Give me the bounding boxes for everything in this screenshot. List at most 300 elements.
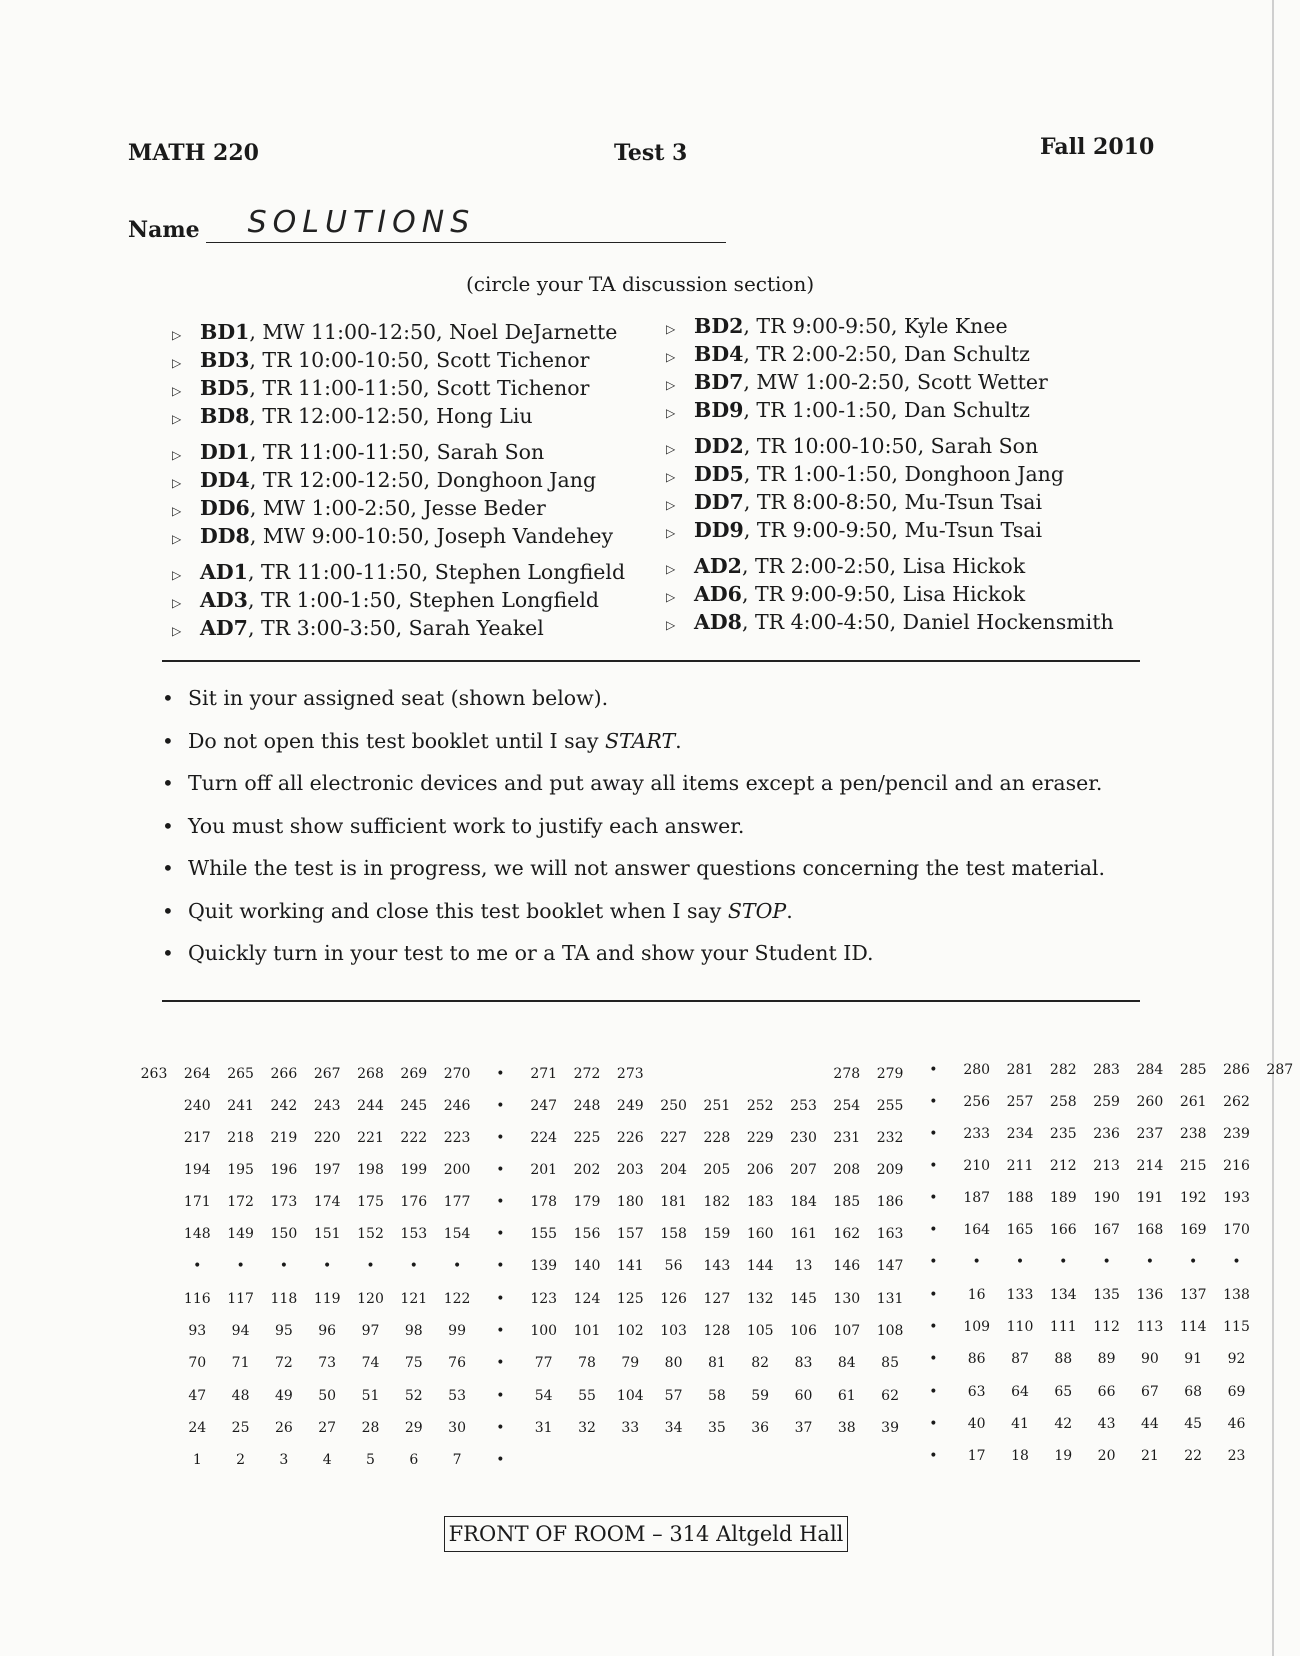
seat-number: 45	[1184, 1416, 1203, 1432]
name-row	[128, 205, 726, 243]
seat-number: 80	[664, 1355, 683, 1371]
instruction-text: Quickly turn in your test to me or a TA and show your Student ID.	[188, 941, 874, 965]
seat-number: 65	[1054, 1384, 1073, 1400]
seat-number: 252	[746, 1098, 774, 1114]
section-code: DD6	[200, 496, 250, 520]
triangle-bullet-icon: ▷	[666, 350, 676, 364]
instruction-item	[162, 856, 1105, 880]
seat-number: 193	[1223, 1190, 1250, 1206]
seat-number: 280	[963, 1062, 991, 1078]
seat-number: 78	[578, 1355, 596, 1371]
seat-number: 55	[578, 1388, 596, 1404]
seat-number: 115	[1223, 1319, 1250, 1335]
seat-number: 53	[448, 1388, 466, 1404]
triangle-bullet-icon: ▷	[172, 624, 182, 638]
seat-number: 7	[452, 1452, 462, 1468]
seat-number: 217	[183, 1130, 211, 1146]
section-details: , TR 12:00-12:50, Donghoon Jang	[249, 468, 597, 492]
seat-number: 91	[1184, 1351, 1203, 1367]
triangle-bullet-icon: ▷	[172, 504, 182, 518]
seat-number: 117	[227, 1291, 254, 1307]
seat-number: 22	[1184, 1448, 1203, 1464]
seat-number: 67	[1140, 1384, 1159, 1400]
section-details: , TR 9:00-9:50, Kyle Knee	[743, 314, 1008, 338]
seat-number: 213	[1093, 1158, 1120, 1174]
seat-number: 223	[443, 1130, 471, 1146]
seat-number: 253	[790, 1098, 817, 1114]
seat-number: 189	[1049, 1190, 1077, 1206]
bullet-icon: •	[162, 813, 174, 838]
seat-number: 278	[833, 1066, 861, 1082]
name-label: Name	[128, 217, 200, 243]
section-code: AD1	[200, 560, 248, 584]
seat-number: 145	[790, 1291, 817, 1307]
divider-top	[162, 660, 1140, 662]
section-ad8[interactable]	[666, 610, 1114, 634]
seat-number: 169	[1179, 1222, 1207, 1238]
seat-number: 156	[573, 1226, 601, 1242]
seat-number: 126	[660, 1291, 687, 1307]
seat-number: 259	[1093, 1094, 1120, 1110]
seat-number: 190	[1093, 1190, 1120, 1206]
bullet-icon: •	[162, 856, 174, 880]
seat-number: 52	[404, 1388, 423, 1404]
seat-number: 34	[664, 1420, 683, 1436]
seat-number: 118	[270, 1291, 298, 1307]
aisle-dot: •	[1015, 1254, 1025, 1270]
seat-number: 188	[1006, 1190, 1034, 1206]
seat-number: 279	[876, 1066, 904, 1082]
seat-number: 128	[703, 1323, 731, 1339]
seat-number: 89	[1097, 1351, 1116, 1367]
section-dd4[interactable]	[172, 468, 596, 492]
seat-number: 233	[963, 1126, 991, 1142]
section-details: , TR 4:00-4:50, Daniel Hockensmith	[741, 610, 1114, 634]
seat-number: 286	[1223, 1062, 1250, 1078]
aisle-dot: •	[1189, 1254, 1198, 1270]
seat-number: 186	[876, 1194, 904, 1210]
seat-number: 225	[573, 1130, 601, 1146]
seat-number: 123	[530, 1291, 558, 1307]
seat-number: 174	[313, 1194, 341, 1210]
seat-number: 241	[227, 1098, 254, 1114]
seat-number: 177	[443, 1194, 471, 1210]
seat-number: 84	[837, 1355, 856, 1371]
seat-number: 182	[703, 1194, 731, 1210]
seat-number: 185	[833, 1194, 861, 1210]
triangle-bullet-icon: ▷	[666, 498, 676, 512]
aisle-dot: •	[929, 1222, 938, 1238]
instruction-item	[162, 771, 1102, 795]
seat-number: 256	[963, 1094, 991, 1110]
section-details: , MW 11:00-12:50, Noel DeJarnette	[249, 320, 618, 344]
section-details: , TR 11:00-11:50, Sarah Son	[249, 440, 545, 464]
section-ad2[interactable]	[666, 554, 1025, 578]
section-bd5[interactable]	[172, 376, 589, 400]
seat-number: 43	[1097, 1416, 1116, 1432]
aisle-dot: •	[929, 1158, 938, 1174]
section-dd1[interactable]	[172, 440, 544, 464]
seat-number: 127	[703, 1291, 731, 1307]
instruction-text: You must show sufficient work to justify each answer.	[188, 813, 745, 838]
aisle-dot: •	[496, 1162, 505, 1178]
instruction-punct: .	[786, 898, 793, 923]
seat-number: 199	[400, 1162, 428, 1178]
seat-number: 180	[616, 1194, 644, 1210]
seat-number: 141	[616, 1258, 644, 1274]
seat-number: 257	[1006, 1094, 1034, 1110]
section-dd2[interactable]	[666, 434, 1038, 458]
section-bd4[interactable]	[666, 342, 1030, 366]
seat-number: 194	[183, 1162, 211, 1178]
section-bd3[interactable]	[172, 348, 589, 372]
seat-number: 157	[616, 1226, 644, 1242]
seat-number: 166	[1049, 1222, 1077, 1238]
seat-number: 247	[530, 1098, 558, 1114]
section-code: BD1	[200, 320, 250, 344]
section-bd2[interactable]	[666, 314, 1008, 338]
triangle-bullet-icon: ▷	[666, 442, 676, 456]
section-code: BD9	[694, 398, 744, 422]
seat-number: 134	[1049, 1287, 1077, 1303]
seat-number: 219	[270, 1130, 298, 1146]
section-details: , TR 11:00-11:50, Scott Tichenor	[249, 376, 590, 400]
section-code: AD7	[200, 616, 248, 640]
seat-number: 70	[188, 1355, 207, 1371]
seat-number: 111	[1049, 1319, 1077, 1335]
section-details: , TR 11:00-11:50, Stephen Longfield	[247, 560, 626, 584]
section-ad6[interactable]	[666, 582, 1025, 606]
seat-number: 138	[1223, 1287, 1250, 1303]
section-details: , TR 10:00-10:50, Scott Tichenor	[249, 348, 590, 372]
section-code: BD3	[200, 348, 250, 372]
seat-number: 110	[1006, 1319, 1034, 1335]
seat-number: 119	[313, 1291, 341, 1307]
section-bd8[interactable]	[172, 404, 533, 428]
seat-number: 173	[270, 1194, 298, 1210]
seat-number: 244	[357, 1098, 384, 1114]
bullet-icon: •	[162, 898, 174, 923]
seat-number: 150	[270, 1226, 298, 1242]
section-details: , TR 10:00-10:50, Sarah Son	[743, 434, 1039, 458]
seat-number: 29	[404, 1420, 423, 1436]
seat-number: 92	[1227, 1351, 1246, 1367]
instruction-item	[162, 814, 744, 838]
seat-number: 266	[270, 1066, 298, 1082]
seat-number: 82	[751, 1355, 770, 1371]
seat-number: 221	[357, 1130, 384, 1146]
instruction-punct: .	[675, 728, 682, 753]
seat-number: 204	[660, 1162, 687, 1178]
section-dd6[interactable]	[172, 496, 546, 520]
section-dd8[interactable]	[172, 524, 613, 548]
aisle-dot: •	[929, 1190, 938, 1206]
section-details: , TR 1:00-1:50, Donghoon Jang	[743, 462, 1064, 486]
aisle-dot: •	[1145, 1254, 1155, 1270]
seat-number: 17	[967, 1448, 986, 1464]
seat-number: 144	[746, 1258, 774, 1274]
seat-number: 273	[616, 1066, 644, 1082]
seat-number: 245	[400, 1098, 428, 1114]
seat-number: 114	[1179, 1319, 1207, 1335]
seat-number: 207	[790, 1162, 817, 1178]
seat-number: 214	[1136, 1158, 1164, 1174]
term-title: Fall 2010	[1040, 134, 1155, 160]
aisle-dot: •	[366, 1258, 375, 1274]
seat-number: 72	[274, 1355, 293, 1371]
section-details: , TR 9:00-9:50, Mu-Tsun Tsai	[743, 518, 1043, 542]
seat-number: 73	[318, 1355, 337, 1371]
seat-number: 147	[876, 1258, 904, 1274]
seat-number: 200	[443, 1162, 471, 1178]
seat-number: 251	[703, 1098, 731, 1114]
seat-number: 212	[1049, 1158, 1077, 1174]
seat-number: 57	[664, 1388, 683, 1404]
instruction-emphasis: START	[605, 728, 676, 753]
seat-number: 153	[400, 1226, 428, 1242]
seat-number: 269	[400, 1066, 428, 1082]
section-code: DD8	[200, 524, 250, 548]
aisle-dot: •	[1232, 1254, 1241, 1270]
aisle-dot: •	[929, 1351, 938, 1367]
section-ad1[interactable]	[172, 560, 625, 584]
aisle-dot: •	[496, 1066, 505, 1082]
section-details: , TR 2:00-2:50, Dan Schultz	[743, 342, 1030, 366]
name-field[interactable]	[206, 205, 726, 243]
seat-number: 24	[188, 1420, 207, 1436]
section-dd9[interactable]	[666, 518, 1042, 542]
seat-number: 51	[361, 1388, 380, 1404]
seat-number: 195	[227, 1162, 254, 1178]
aisle-dot: •	[929, 1287, 938, 1303]
aisle-dot: •	[496, 1388, 505, 1404]
triangle-bullet-icon: ▷	[172, 596, 182, 610]
seat-number: 197	[313, 1162, 341, 1178]
seat-number: 81	[707, 1355, 726, 1371]
seat-number: 231	[833, 1130, 861, 1146]
seat-number: 33	[621, 1420, 640, 1436]
section-details: , TR 1:00-1:50, Stephen Longfield	[247, 588, 599, 612]
section-code: DD9	[694, 518, 744, 542]
aisle-dot: •	[496, 1130, 505, 1146]
seat-number: 79	[621, 1355, 640, 1371]
triangle-bullet-icon: ▷	[666, 470, 676, 484]
seat-number: 239	[1223, 1126, 1250, 1142]
seat-number: 215	[1179, 1158, 1207, 1174]
divider-bottom	[162, 1000, 1140, 1002]
seat-number: 228	[703, 1130, 731, 1146]
seat-number: 44	[1140, 1416, 1159, 1432]
seat-number: 210	[963, 1158, 991, 1174]
seat-number: 75	[404, 1355, 423, 1371]
seat-number: 132	[746, 1291, 774, 1307]
seat-number: 42	[1054, 1416, 1073, 1432]
seat-number: 162	[833, 1226, 861, 1242]
seat-number: 229	[746, 1130, 774, 1146]
seat-number: 270	[443, 1066, 471, 1082]
seat-number: 105	[746, 1323, 774, 1339]
seat-number: 68	[1184, 1384, 1203, 1400]
section-code: BD2	[694, 314, 744, 338]
section-bd7[interactable]	[666, 370, 1048, 394]
seat-number: 242	[270, 1098, 298, 1114]
seat-number: 192	[1179, 1190, 1207, 1206]
section-dd5[interactable]	[666, 462, 1064, 486]
seat-number: 77	[534, 1355, 553, 1371]
seat-number: 263	[140, 1066, 168, 1082]
aisle-dot: •	[496, 1452, 505, 1468]
section-dd7[interactable]	[666, 490, 1042, 514]
section-code: AD3	[200, 588, 248, 612]
triangle-bullet-icon: ▷	[666, 322, 676, 336]
seat-number: 271	[530, 1066, 558, 1082]
section-details: , TR 3:00-3:50, Sarah Yeakel	[247, 616, 544, 640]
instruction-text: Sit in your assigned seat (shown below).	[188, 686, 609, 710]
seat-number: 27	[318, 1420, 337, 1436]
seat-number: 211	[1006, 1158, 1034, 1174]
seat-number: 125	[616, 1291, 644, 1307]
seat-number: 104	[616, 1388, 644, 1404]
seat-number: 261	[1179, 1094, 1207, 1110]
triangle-bullet-icon: ▷	[172, 328, 182, 342]
seat-number: 137	[1179, 1287, 1207, 1303]
aisle-dot: •	[496, 1291, 505, 1307]
instruction-emphasis: STOP	[727, 898, 787, 923]
section-details: , TR 12:00-12:50, Hong Liu	[249, 404, 533, 428]
seat-number: 101	[573, 1323, 601, 1339]
section-ad3[interactable]	[172, 588, 599, 612]
seat-number: 21	[1140, 1448, 1159, 1464]
seat-number: 95	[274, 1323, 293, 1339]
aisle-dot: •	[279, 1258, 289, 1274]
seat-number: 107	[833, 1323, 861, 1339]
seat-number: 285	[1179, 1062, 1207, 1078]
seat-number: 3	[279, 1452, 289, 1468]
seat-number: 102	[616, 1323, 644, 1339]
seat-number: 165	[1006, 1222, 1034, 1238]
seat-number: 100	[530, 1323, 558, 1339]
seat-number: 88	[1054, 1351, 1073, 1367]
section-code: AD2	[694, 554, 742, 578]
seat-number: 26	[274, 1420, 293, 1436]
seat-number: 151	[313, 1226, 341, 1242]
aisle-dot: •	[929, 1416, 938, 1432]
seat-number: 203	[616, 1162, 644, 1178]
aisle-dot: •	[409, 1258, 418, 1274]
seat-number: 1	[192, 1452, 202, 1468]
seat-number: 272	[573, 1066, 601, 1082]
seat-number: 4	[322, 1452, 332, 1468]
seat-number: 243	[313, 1098, 341, 1114]
section-details: , TR 1:00-1:50, Dan Schultz	[743, 398, 1030, 422]
aisle-dot: •	[496, 1258, 505, 1274]
aisle-dot: •	[496, 1355, 505, 1371]
seat-number: 143	[703, 1258, 731, 1274]
aisle-dot: •	[323, 1258, 332, 1274]
seat-number: 97	[361, 1323, 380, 1339]
section-details: , MW 1:00-2:50, Scott Wetter	[743, 370, 1048, 394]
seat-number: 170	[1223, 1222, 1250, 1238]
seat-number: 283	[1093, 1062, 1120, 1078]
seat-number: 23	[1227, 1448, 1246, 1464]
seat-number: 178	[530, 1194, 558, 1210]
aisle-dot: •	[496, 1420, 505, 1436]
seat-number: 249	[616, 1098, 644, 1114]
aisle-dot: •	[929, 1384, 938, 1400]
section-bd1[interactable]	[172, 320, 617, 344]
seat-number: 234	[1006, 1126, 1034, 1142]
seat-number: 260	[1136, 1094, 1164, 1110]
section-ad7[interactable]	[172, 616, 544, 640]
page-edge	[1272, 0, 1274, 1656]
aisle-dot: •	[929, 1126, 938, 1142]
seat-number: 146	[833, 1258, 861, 1274]
seat-number: 158	[660, 1226, 687, 1242]
seat-number: 237	[1136, 1126, 1164, 1142]
instruction-item	[162, 686, 608, 710]
seat-number: 58	[707, 1388, 726, 1404]
seat-number: 20	[1097, 1448, 1116, 1464]
seat-number: 87	[1011, 1351, 1029, 1367]
seat-number: 25	[231, 1420, 250, 1436]
triangle-bullet-icon: ▷	[172, 412, 182, 426]
section-code: DD2	[694, 434, 744, 458]
seat-number: 246	[443, 1098, 471, 1114]
aisle-dot: •	[452, 1258, 462, 1274]
section-code: BD8	[200, 404, 250, 428]
seat-number: 198	[357, 1162, 384, 1178]
seat-number: 268	[357, 1066, 384, 1082]
seat-number: 60	[794, 1388, 813, 1404]
seat-number: 281	[1006, 1062, 1034, 1078]
seat-number: 122	[443, 1291, 471, 1307]
instruction-text: Do not open this test booklet until I say	[188, 728, 605, 753]
seat-number: 99	[448, 1323, 466, 1339]
seat-number: 262	[1223, 1094, 1250, 1110]
triangle-bullet-icon: ▷	[172, 476, 182, 490]
seat-number: 90	[1140, 1351, 1159, 1367]
section-details: , TR 9:00-9:50, Lisa Hickok	[741, 582, 1026, 606]
section-details: , MW 9:00-10:50, Joseph Vandehey	[249, 524, 614, 548]
seat-number: 61	[837, 1388, 856, 1404]
seat-number: 164	[963, 1222, 991, 1238]
seat-number: 40	[967, 1416, 986, 1432]
seat-number: 109	[963, 1319, 991, 1335]
seat-number: 130	[833, 1291, 861, 1307]
seat-number: 85	[881, 1355, 899, 1371]
seat-number: 226	[616, 1130, 644, 1146]
seat-number: 56	[664, 1258, 683, 1274]
seat-number: 284	[1136, 1062, 1164, 1078]
seat-number: 255	[876, 1098, 904, 1114]
bullet-icon: •	[162, 941, 174, 965]
aisle-dot: •	[929, 1062, 938, 1078]
name-value: SOLUTIONS	[247, 205, 476, 240]
seat-number: 133	[1006, 1287, 1034, 1303]
seat-number: 265	[227, 1066, 254, 1082]
seat-number: 35	[707, 1420, 726, 1436]
seat-number: 131	[876, 1291, 904, 1307]
seat-number: 201	[530, 1162, 558, 1178]
seat-number: 220	[313, 1130, 341, 1146]
section-bd9[interactable]	[666, 398, 1030, 422]
section-code: DD7	[694, 490, 744, 514]
seat-number: 36	[751, 1420, 770, 1436]
seat-number: 254	[833, 1098, 861, 1114]
seat-number: 236	[1093, 1126, 1120, 1142]
section-code: DD4	[200, 468, 250, 492]
aisle-dot: •	[496, 1194, 505, 1210]
